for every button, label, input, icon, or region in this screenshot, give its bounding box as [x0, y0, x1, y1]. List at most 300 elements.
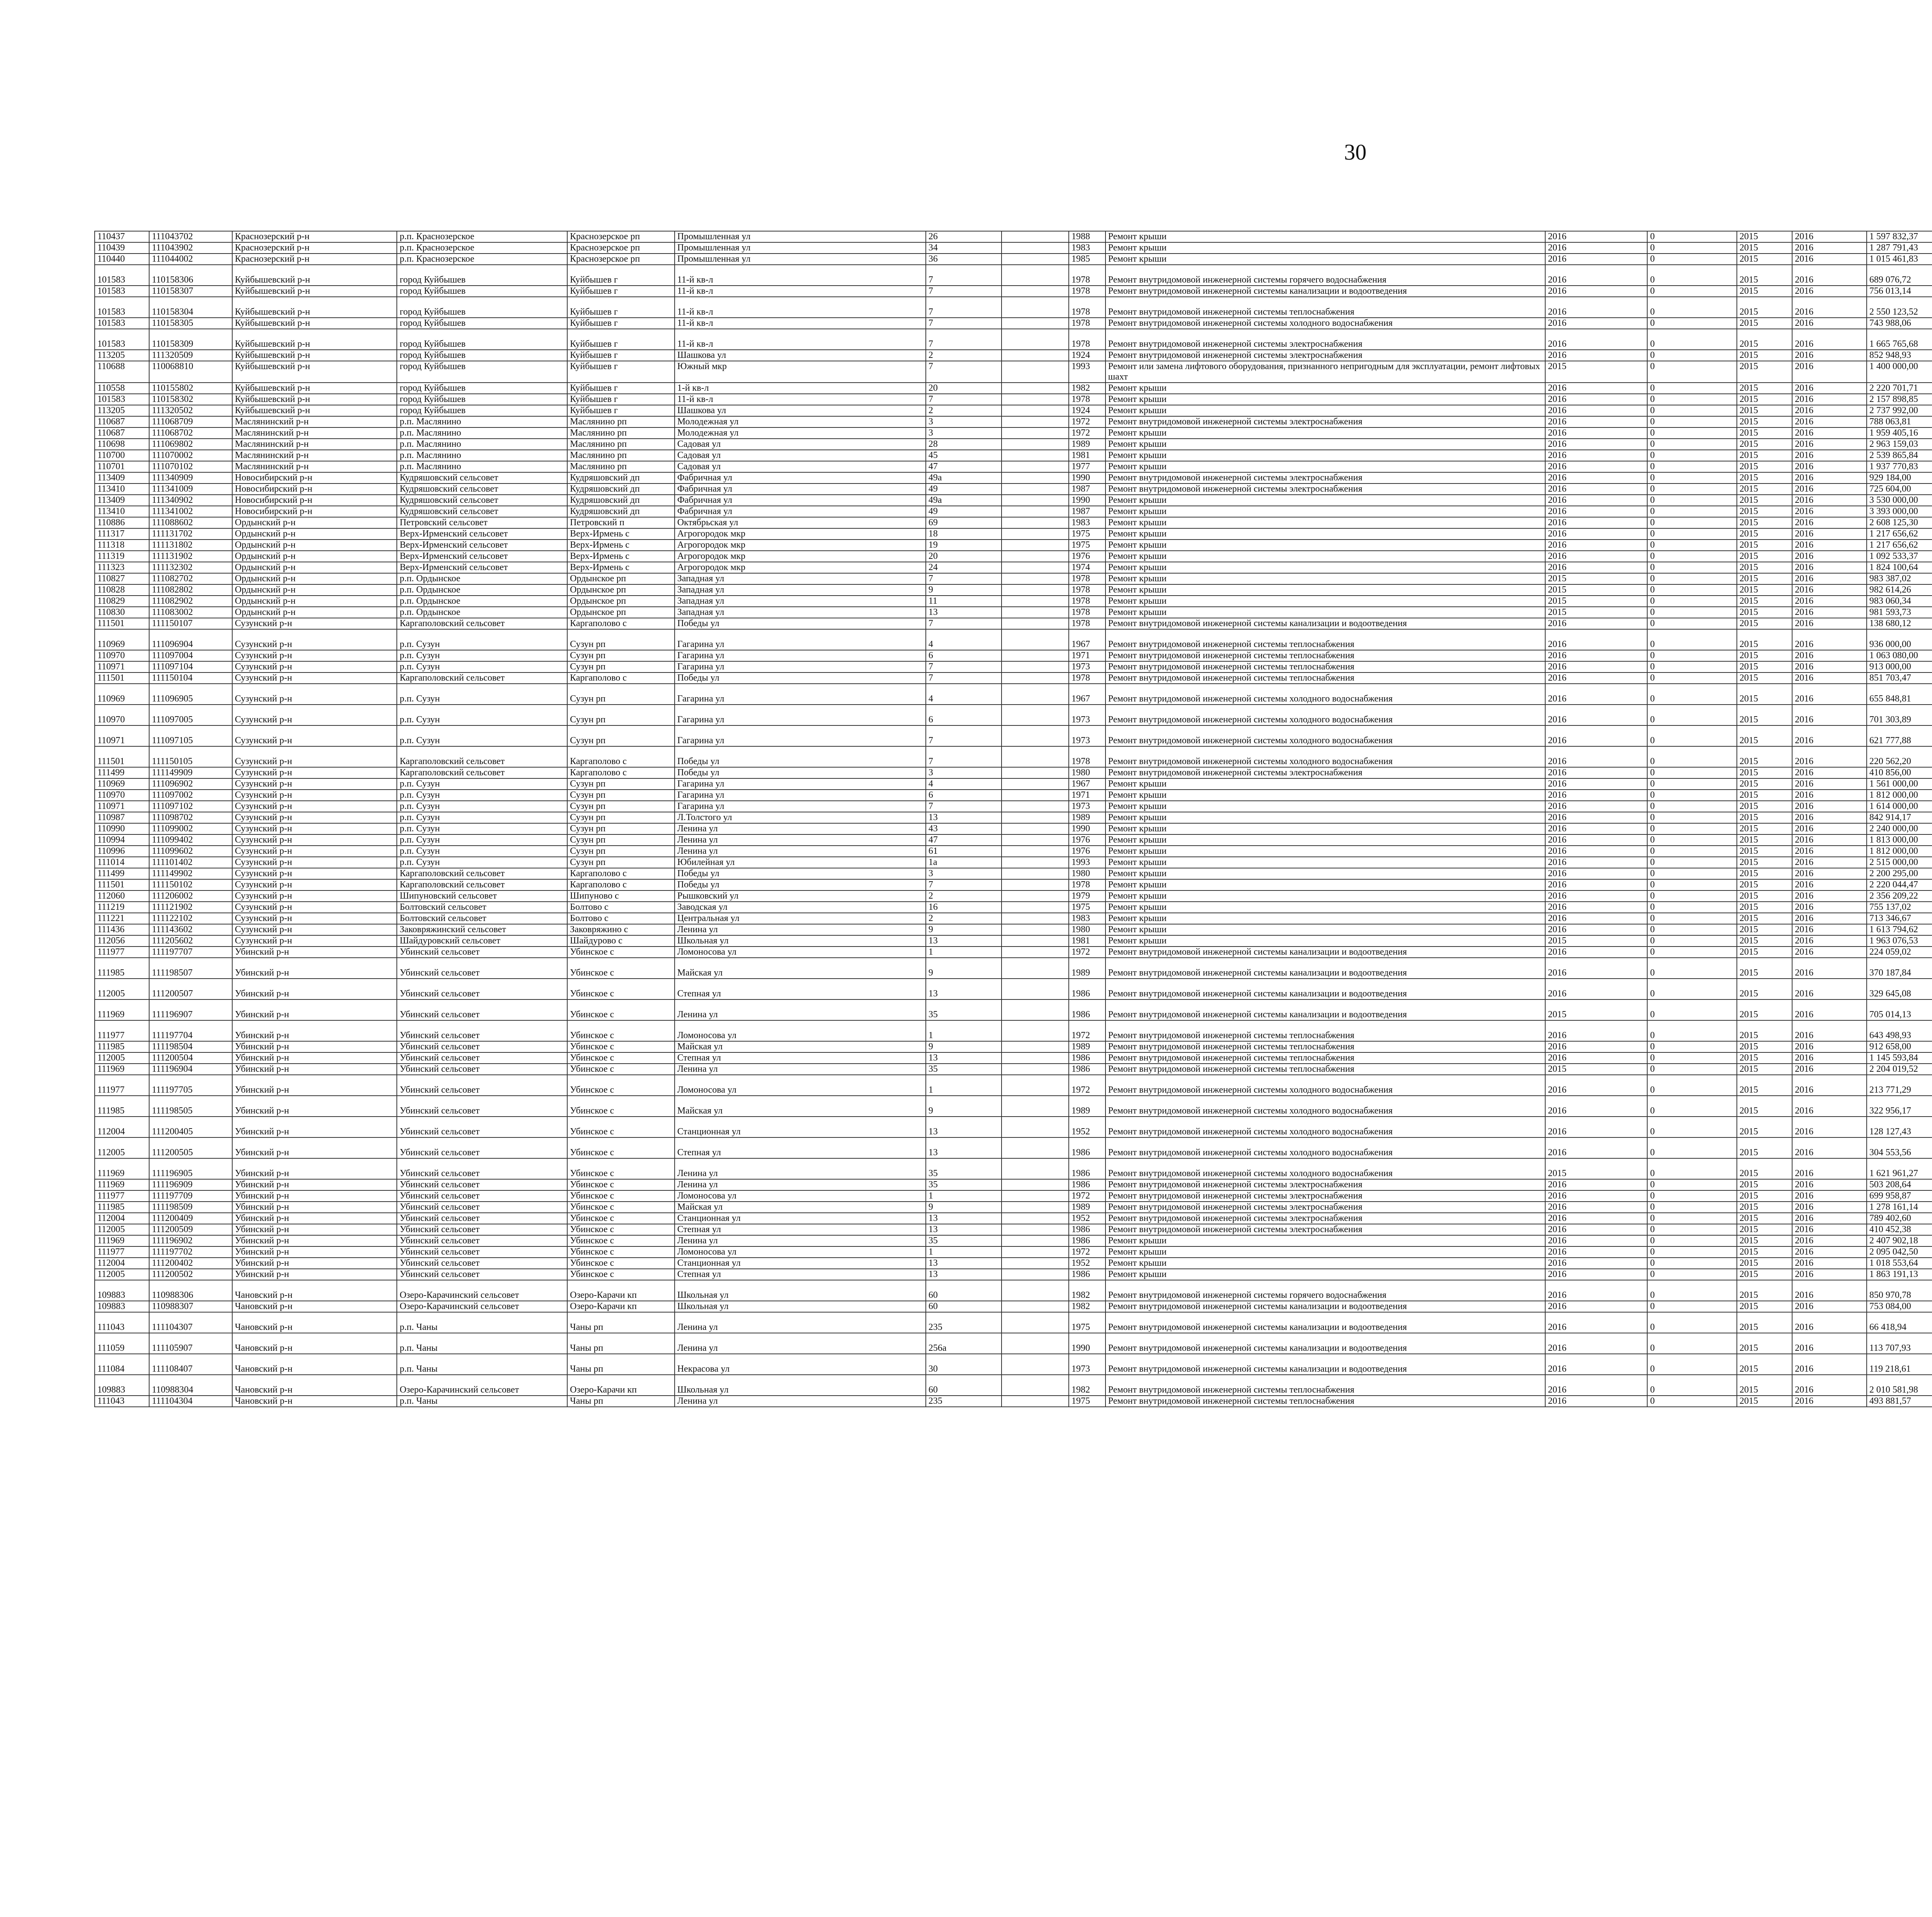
table-cell: Ремонт крыши [1105, 801, 1545, 812]
table-cell: 2015 [1737, 1258, 1792, 1269]
table-cell: 2015 [1737, 1075, 1792, 1096]
table-cell: 2015 [1737, 999, 1792, 1020]
table-cell: 2015 [1545, 1158, 1647, 1179]
table-cell: Чановский р-н [232, 1333, 397, 1354]
table-cell: Убинское с [567, 979, 675, 999]
table-cell: Сузун рп [567, 705, 675, 725]
table-row [95, 551, 1932, 562]
table-cell: Убинское с [567, 1020, 675, 1041]
table-row [95, 834, 1932, 846]
table-cell: Сузунский р-н [232, 672, 397, 684]
table-cell: Сузун рп [567, 725, 675, 746]
table-cell: Садовая ул [675, 461, 926, 472]
table-cell: Ленина ул [675, 834, 926, 846]
table-cell: Некрасова ул [675, 1354, 926, 1375]
table-cell: 0 [1647, 1258, 1736, 1269]
table-cell: Ремонт крыши [1105, 495, 1545, 506]
table-cell: Каргаполовский сельсовет [397, 672, 567, 684]
table-cell: 7 [926, 746, 1002, 767]
table-cell: 851 703,47 [1867, 672, 1932, 684]
table-cell [1002, 517, 1069, 528]
table-cell: Маслянинский р-н [232, 439, 397, 450]
table-cell: 2016 [1545, 812, 1647, 823]
table-cell: 2016 [1545, 1137, 1647, 1158]
table-cell: Куйбышев г [567, 361, 675, 383]
table-cell: 2016 [1792, 857, 1867, 868]
table-cell: город Куйбышев [397, 405, 567, 416]
table-cell: 2015 [1737, 329, 1792, 350]
table-cell: 2016 [1792, 361, 1867, 383]
table-cell: Кудряшовский дп [567, 472, 675, 484]
table-cell [1002, 265, 1069, 286]
table-row [95, 1280, 1932, 1301]
table-cell: Ремонт внутридомовой инженерной системы канализации и водоотведения [1105, 999, 1545, 1020]
table-cell: 2015 [1737, 1020, 1792, 1041]
table-cell: Петровский п [567, 517, 675, 528]
table-cell: 110687 [95, 427, 149, 439]
table-cell: 756 013,14 [1867, 286, 1932, 297]
table-cell: 35 [926, 1235, 1002, 1246]
table-cell: 28 [926, 439, 1002, 450]
table-cell [1002, 1020, 1069, 1041]
table-cell: Ордынский р-н [232, 607, 397, 618]
table-cell: 2016 [1545, 1041, 1647, 1052]
table-cell: Куйбышевский р-н [232, 394, 397, 405]
table-cell: 2016 [1545, 461, 1647, 472]
table-cell: Убинское с [567, 1213, 675, 1224]
table-cell: 13 [926, 1213, 1002, 1224]
table-cell: Убинский сельсовет [397, 1235, 567, 1246]
table-cell: Ремонт крыши [1105, 231, 1545, 242]
table-cell: 755 137,02 [1867, 902, 1932, 913]
table-cell: 2016 [1545, 913, 1647, 924]
table-cell [1002, 1312, 1069, 1333]
table-cell: Каргаполово с [567, 767, 675, 778]
table-cell: 1 937 770,83 [1867, 461, 1932, 472]
table-cell: 111198504 [149, 1041, 232, 1052]
table-cell: р.п. Сузун [397, 661, 567, 672]
table-cell: 2016 [1545, 1179, 1647, 1190]
table-cell: 112004 [95, 1213, 149, 1224]
table-cell: Южный мкр [675, 361, 926, 383]
table-cell: Сузунский р-н [232, 661, 397, 672]
table-cell: 1 614 000,00 [1867, 801, 1932, 812]
table-cell: 1986 [1069, 1269, 1105, 1280]
table-cell: Убинское с [567, 999, 675, 1020]
table-cell: Заковряжино с [567, 924, 675, 935]
table-cell: 2016 [1792, 596, 1867, 607]
table-cell: 0 [1647, 254, 1736, 265]
table-cell: 1982 [1069, 1301, 1105, 1312]
table-row [95, 868, 1932, 879]
table-cell: 2015 [1737, 705, 1792, 725]
table-cell: 743 988,06 [1867, 318, 1932, 329]
table-cell: Верх-Ирмень с [567, 528, 675, 540]
table-cell: 0 [1647, 1396, 1736, 1407]
table-cell [1002, 979, 1069, 999]
table-cell: 1978 [1069, 672, 1105, 684]
table-cell: 110969 [95, 629, 149, 650]
table-cell: 1978 [1069, 746, 1105, 767]
table-cell: Сузун рп [567, 661, 675, 672]
table-cell: 0 [1647, 790, 1736, 801]
table-cell: 111121902 [149, 902, 232, 913]
table-cell: 26 [926, 231, 1002, 242]
table-cell: 2016 [1545, 1096, 1647, 1117]
table-cell: 0 [1647, 947, 1736, 958]
table-cell: р.п. Ордынское [397, 596, 567, 607]
table-cell: Ремонт внутридомовой инженерной системы теплоснабжения [1105, 1052, 1545, 1064]
table-cell [1002, 672, 1069, 684]
table-cell: 111319 [95, 551, 149, 562]
table-row [95, 1052, 1932, 1064]
table-cell: Ремонт внутридомовой инженерной системы теплоснабжения [1105, 297, 1545, 318]
table-cell: 111436 [95, 924, 149, 935]
table-cell: 2016 [1792, 705, 1867, 725]
table-row [95, 812, 1932, 823]
table-cell: 110987 [95, 812, 149, 823]
table-cell: 110068810 [149, 361, 232, 383]
table-cell: 111082702 [149, 573, 232, 584]
table-cell: Сузунский р-н [232, 823, 397, 834]
table-cell: 2016 [1545, 979, 1647, 999]
table-cell: 1990 [1069, 495, 1105, 506]
table-cell: 60 [926, 1375, 1002, 1396]
table-cell: 110440 [95, 254, 149, 265]
table-cell: Ремонт крыши [1105, 540, 1545, 551]
table-cell: 109883 [95, 1280, 149, 1301]
table-cell: 2016 [1545, 562, 1647, 573]
table-cell [1002, 1041, 1069, 1052]
table-cell: Ремонт крыши [1105, 935, 1545, 947]
table-cell: 2016 [1792, 405, 1867, 416]
table-cell: Убинский сельсовет [397, 1096, 567, 1117]
table-cell: Убинское с [567, 1190, 675, 1202]
table-cell: Убинский сельсовет [397, 979, 567, 999]
table-cell [1002, 868, 1069, 879]
table-cell: Убинское с [567, 1075, 675, 1096]
table-cell: 13 [926, 1269, 1002, 1280]
table-cell: 1993 [1069, 361, 1105, 383]
table-cell: 2016 [1792, 879, 1867, 890]
table-cell: 111499 [95, 767, 149, 778]
table-cell: Ленина ул [675, 999, 926, 1020]
table-cell: 1 [926, 947, 1002, 958]
table-cell: 2015 [1737, 924, 1792, 935]
table-cell: 2016 [1545, 1224, 1647, 1235]
page-number: 30 [1344, 140, 1367, 165]
table-cell: 111200505 [149, 1137, 232, 1158]
table-cell: Ремонт внутридомовой инженерной системы электроснабжения [1105, 329, 1545, 350]
table-cell: Куйбышевский р-н [232, 318, 397, 329]
table-cell: р.п. Сузун [397, 857, 567, 868]
table-cell: 2016 [1792, 1179, 1867, 1190]
table-cell: 2015 [1737, 947, 1792, 958]
table-cell: 2016 [1545, 879, 1647, 890]
table-cell: 2016 [1792, 1258, 1867, 1269]
table-cell: Краснозерский р-н [232, 242, 397, 254]
table-cell: 0 [1647, 684, 1736, 705]
table-cell: 2016 [1545, 383, 1647, 394]
table-cell [1002, 562, 1069, 573]
table-cell: 2016 [1792, 350, 1867, 361]
table-cell: 1 015 461,83 [1867, 254, 1932, 265]
table-row [95, 1354, 1932, 1375]
table-cell: 1 018 553,64 [1867, 1258, 1932, 1269]
table-row [95, 350, 1932, 361]
table-row [95, 629, 1932, 650]
table-cell: Западная ул [675, 607, 926, 618]
table-cell: 2 [926, 350, 1002, 361]
table-cell: 2016 [1792, 265, 1867, 286]
table-cell: 2015 [1737, 958, 1792, 979]
table-cell: 111985 [95, 1096, 149, 1117]
table-cell: 1 613 794,62 [1867, 924, 1932, 935]
table-cell: Убинский р-н [232, 947, 397, 958]
table-cell: 2016 [1545, 1354, 1647, 1375]
table-cell: Центральная ул [675, 913, 926, 924]
table-cell: 2015 [1737, 834, 1792, 846]
table-cell: Кудряшовский дп [567, 484, 675, 495]
table-cell: Чановский р-н [232, 1312, 397, 1333]
table-cell: р.п. Сузун [397, 725, 567, 746]
table-cell: Убинский сельсовет [397, 1137, 567, 1158]
table-cell: 36 [926, 254, 1002, 265]
table-cell: 2016 [1545, 1301, 1647, 1312]
table-cell: 111043702 [149, 231, 232, 242]
table-cell: 20 [926, 383, 1002, 394]
table-row [95, 1202, 1932, 1213]
table-cell: 643 498,93 [1867, 1020, 1932, 1041]
table-cell: Ремонт крыши [1105, 596, 1545, 607]
table-cell: Сузунский р-н [232, 618, 397, 629]
table-cell: 110970 [95, 790, 149, 801]
table-cell: 705 014,13 [1867, 999, 1932, 1020]
table-cell: 304 553,56 [1867, 1137, 1932, 1158]
table-cell: 109883 [95, 1301, 149, 1312]
table-cell: 1983 [1069, 242, 1105, 254]
table-cell: 1978 [1069, 318, 1105, 329]
table-cell: 0 [1647, 383, 1736, 394]
table-row [95, 684, 1932, 705]
table-cell: 1990 [1069, 1333, 1105, 1354]
table-cell: 2015 [1737, 461, 1792, 472]
table-cell: р.п. Сузун [397, 684, 567, 705]
table-cell [1002, 958, 1069, 979]
table-cell: 2016 [1545, 1190, 1647, 1202]
table-cell: Болтовский сельсовет [397, 902, 567, 913]
table-cell: 0 [1647, 1075, 1736, 1096]
table-cell: 2015 [1737, 1064, 1792, 1075]
table-cell: 138 680,12 [1867, 618, 1932, 629]
table-cell: Новосибирский р-н [232, 506, 397, 517]
table-row [95, 540, 1932, 551]
table-cell: Каргаполовский сельсовет [397, 879, 567, 890]
table-cell [1002, 801, 1069, 812]
table-cell: Ремонт крыши [1105, 551, 1545, 562]
table-cell: 49 [926, 484, 1002, 495]
table-cell: 2016 [1792, 1375, 1867, 1396]
table-cell: 1978 [1069, 879, 1105, 890]
table-cell: Степная ул [675, 1269, 926, 1280]
table-cell: Ремонт внутридомовой инженерной системы электроснабжения [1105, 1224, 1545, 1235]
table-cell: 49а [926, 495, 1002, 506]
table-cell [1002, 629, 1069, 650]
table-row [95, 562, 1932, 573]
table-cell [1002, 650, 1069, 661]
table-cell [1002, 1235, 1069, 1246]
table-cell: Шипуновский сельсовет [397, 890, 567, 902]
table-cell [1002, 551, 1069, 562]
table-cell: р.п. Краснозерское [397, 231, 567, 242]
table-row [95, 517, 1932, 528]
table-cell: 111320502 [149, 405, 232, 416]
table-cell: 2016 [1545, 517, 1647, 528]
table-cell: 2015 [1737, 857, 1792, 868]
table-cell: 1978 [1069, 596, 1105, 607]
table-cell: Ремонт крыши [1105, 394, 1545, 405]
table-row [95, 286, 1932, 297]
table-cell: 2016 [1792, 1190, 1867, 1202]
table-cell: 2015 [1737, 913, 1792, 924]
table-cell: 110970 [95, 650, 149, 661]
table-cell: 2016 [1792, 1064, 1867, 1075]
table-cell: 0 [1647, 650, 1736, 661]
table-cell: 113409 [95, 472, 149, 484]
table-cell: 0 [1647, 924, 1736, 935]
table-cell: 113205 [95, 405, 149, 416]
table-cell: Ремонт крыши [1105, 562, 1545, 573]
table-cell: р.п. Сузун [397, 846, 567, 857]
table-cell: Маслянино рп [567, 450, 675, 461]
table-cell: Ремонт внутридомовой инженерной системы канализации и водоотведения [1105, 1312, 1545, 1333]
table-cell: 20 [926, 551, 1002, 562]
table-cell: 110158302 [149, 394, 232, 405]
table-cell: 842 914,17 [1867, 812, 1932, 823]
table-cell: 2016 [1545, 439, 1647, 450]
table-cell: Заводская ул [675, 902, 926, 913]
table-cell: 2016 [1545, 1375, 1647, 1396]
table-cell: 111043 [95, 1396, 149, 1407]
table-cell: Убинский р-н [232, 1190, 397, 1202]
table-cell: Ордынский р-н [232, 573, 397, 584]
table-cell: Гагарина ул [675, 684, 926, 705]
table-cell: 2016 [1792, 979, 1867, 999]
table-cell: 110971 [95, 801, 149, 812]
table-cell: 2015 [1737, 902, 1792, 913]
table-cell: Станционная ул [675, 1213, 926, 1224]
table-cell: Маслянинский р-н [232, 450, 397, 461]
table-cell: Л.Толстого ул [675, 812, 926, 823]
table-cell: Чаны рп [567, 1396, 675, 1407]
table-cell [1002, 484, 1069, 495]
table-cell: 0 [1647, 427, 1736, 439]
table-cell: 101583 [95, 329, 149, 350]
table-cell: 2015 [1737, 1375, 1792, 1396]
table-cell: Верх-Ирмень с [567, 562, 675, 573]
table-row [95, 913, 1932, 924]
table-cell: Сузунский р-н [232, 725, 397, 746]
table-cell: 2016 [1545, 540, 1647, 551]
table-cell: 2015 [1737, 383, 1792, 394]
table-cell [1002, 318, 1069, 329]
table-cell: 1986 [1069, 1158, 1105, 1179]
table-cell [1002, 618, 1069, 629]
table-cell: 1 863 191,13 [1867, 1269, 1932, 1280]
table-cell: 0 [1647, 801, 1736, 812]
table-cell [1002, 394, 1069, 405]
table-cell: 111122102 [149, 913, 232, 924]
table-cell: 2016 [1545, 846, 1647, 857]
table-cell: Ремонт внутридомовой инженерной системы холодного водоснабжения [1105, 746, 1545, 767]
table-cell: Убинский р-н [232, 1041, 397, 1052]
table-cell: 1 824 100,64 [1867, 562, 1932, 573]
table-cell [1002, 242, 1069, 254]
table-cell: 1973 [1069, 725, 1105, 746]
table-cell: 111105907 [149, 1333, 232, 1354]
table-cell: 111340902 [149, 495, 232, 506]
table-cell [1002, 913, 1069, 924]
table-cell [1002, 1354, 1069, 1375]
table-cell: 2016 [1545, 1235, 1647, 1246]
table-cell: Ленина ул [675, 1179, 926, 1190]
table-row [95, 1179, 1932, 1190]
table-cell: 2015 [1737, 661, 1792, 672]
table-cell: 0 [1647, 551, 1736, 562]
table-row [95, 1333, 1932, 1354]
table-cell: 111197705 [149, 1075, 232, 1096]
table-cell: р.п. Ордынское [397, 607, 567, 618]
table-cell: 111196902 [149, 1235, 232, 1246]
table-cell: 11-й кв-л [675, 265, 926, 286]
table-cell [1002, 231, 1069, 242]
table-cell: 35 [926, 999, 1002, 1020]
table-cell: 0 [1647, 1333, 1736, 1354]
table-cell: 0 [1647, 1020, 1736, 1041]
table-cell: Ремонт крыши [1105, 857, 1545, 868]
table-cell: Промышленная ул [675, 254, 926, 265]
table-cell: Убинский сельсовет [397, 958, 567, 979]
table-cell: 2016 [1545, 318, 1647, 329]
table-cell: Куйбышевский р-н [232, 361, 397, 383]
table-cell: 3 [926, 868, 1002, 879]
table-cell: 0 [1647, 231, 1736, 242]
table-cell: Верх-Ирмень с [567, 551, 675, 562]
table-cell: Верх-Ирменский сельсовет [397, 528, 567, 540]
table-cell: 1978 [1069, 607, 1105, 618]
table-cell: 2016 [1545, 801, 1647, 812]
table-cell: Озеро-Карачинский сельсовет [397, 1301, 567, 1312]
table-cell: 493 881,57 [1867, 1396, 1932, 1407]
table-cell: Чаны рп [567, 1354, 675, 1375]
table-cell: 2016 [1545, 672, 1647, 684]
table-row [95, 999, 1932, 1020]
table-cell: 1 400 000,00 [1867, 361, 1932, 383]
table-cell: 111200402 [149, 1258, 232, 1269]
table-cell: 9 [926, 958, 1002, 979]
table-cell: 621 777,88 [1867, 725, 1932, 746]
table-cell: 2 157 898,85 [1867, 394, 1932, 405]
table-cell: 111084 [95, 1354, 149, 1375]
table-cell: 1976 [1069, 834, 1105, 846]
table-cell: 3 [926, 427, 1002, 439]
table-cell: 7 [926, 297, 1002, 318]
table-cell: 2015 [1737, 506, 1792, 517]
table-cell: 1978 [1069, 584, 1105, 596]
table-cell: 1а [926, 857, 1002, 868]
table-cell [1002, 450, 1069, 461]
table-cell: 2016 [1792, 506, 1867, 517]
